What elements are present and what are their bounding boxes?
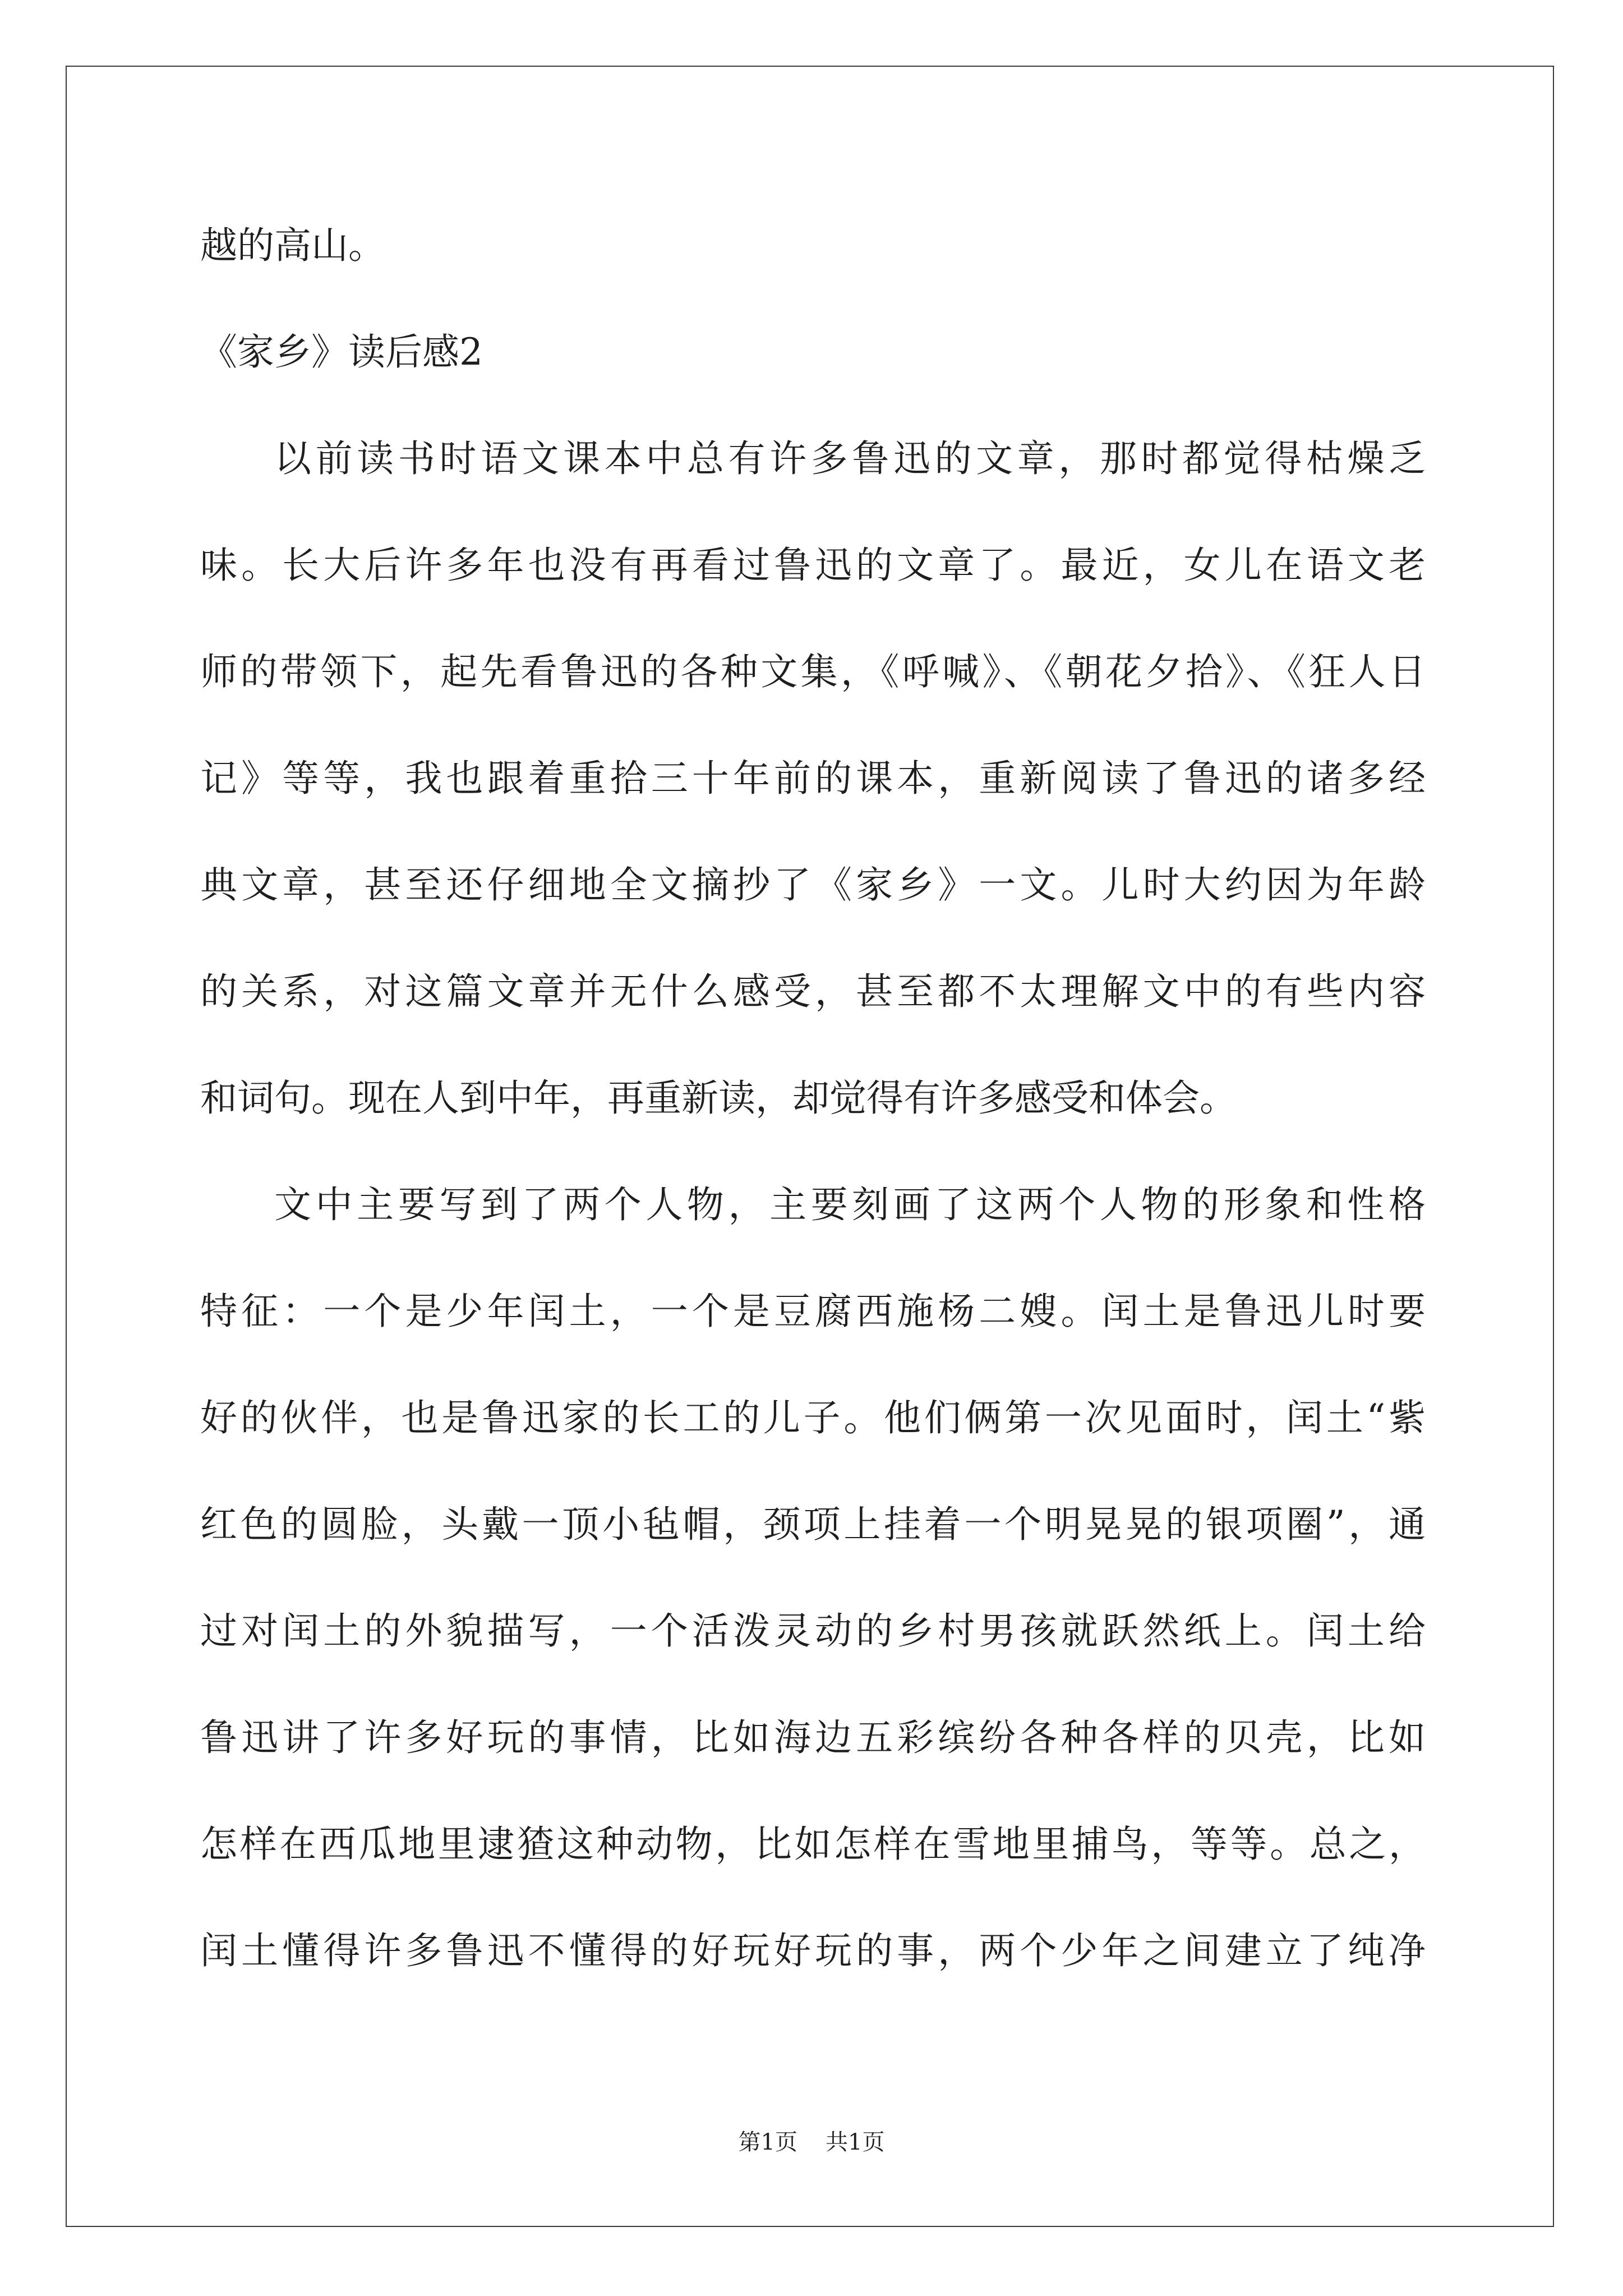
page-total: 共1页 <box>826 2129 885 2155</box>
continuation-text: 越的高山。 <box>200 224 385 267</box>
paragraph-2 <box>200 1152 1426 2004</box>
paragraph-line: 的关系，对这篇文章并无什么感受，甚至都不太理解文中的有些内容 <box>200 970 1426 1013</box>
paragraph-line: 怎样在西瓜地里逮猹这种动物，比如怎样在雪地里捕鸟，等等。总之， <box>200 1823 1426 1866</box>
paragraph-line: 鲁迅讲了许多好玩的事情，比如海边五彩缤纷各种各样的贝壳，比如 <box>200 1716 1426 1759</box>
paragraph-line: 味。长大后许多年也没有再看过鲁迅的文章了。最近，女儿在语文老 <box>200 544 1426 587</box>
paragraph-line: 以前读书时语文课本中总有许多鲁迅的文章，那时都觉得枯燥乏 <box>274 437 1426 480</box>
document-body <box>200 192 1426 2004</box>
paragraph-line: 文中主要写到了两个人物，主要刻画了这两个人物的形象和性格 <box>274 1183 1426 1226</box>
paragraph-line: 记》等等，我也跟着重拾三十年前的课本，重新阅读了鲁迅的诸多经 <box>200 757 1426 800</box>
paragraph-line: 特征：一个是少年闰土，一个是豆腐西施杨二嫂。闰土是鲁迅儿时要 <box>200 1290 1426 1333</box>
paragraph-line: 师的带领下，起先看鲁迅的各种文集，《呼喊》、《朝花夕拾》、《狂人日 <box>200 650 1426 693</box>
paragraph-1 <box>200 406 1426 1152</box>
paragraph-line: 过对闰土的外貌描写，一个活泼灵动的乡村男孩就跃然纸上。闰土给 <box>200 1609 1426 1653</box>
section-title: 《家乡》读后感2 <box>200 330 483 374</box>
paragraph-line: 和词句。现在人到中年，再重新读，却觉得有许多感受和体会。 <box>200 1076 1237 1120</box>
page-footer <box>0 2129 1623 2156</box>
paragraph-line: 好的伙伴，也是鲁迅家的长工的儿子。他们俩第一次见面时，闰土“紫 <box>200 1396 1426 1439</box>
paragraph-line: 闰土懂得许多鲁迅不懂得的好玩好玩的事，两个少年之间建立了纯净 <box>200 1929 1426 1972</box>
page-number: 第1页 <box>738 2129 797 2155</box>
paragraph-line: 红色的圆脸，头戴一顶小毡帽，颈项上挂着一个明晃晃的银项圈”，通 <box>200 1503 1426 1546</box>
paragraph-line: 典文章，甚至还仔细地全文摘抄了《家乡》一文。儿时大约因为年龄 <box>200 863 1426 907</box>
